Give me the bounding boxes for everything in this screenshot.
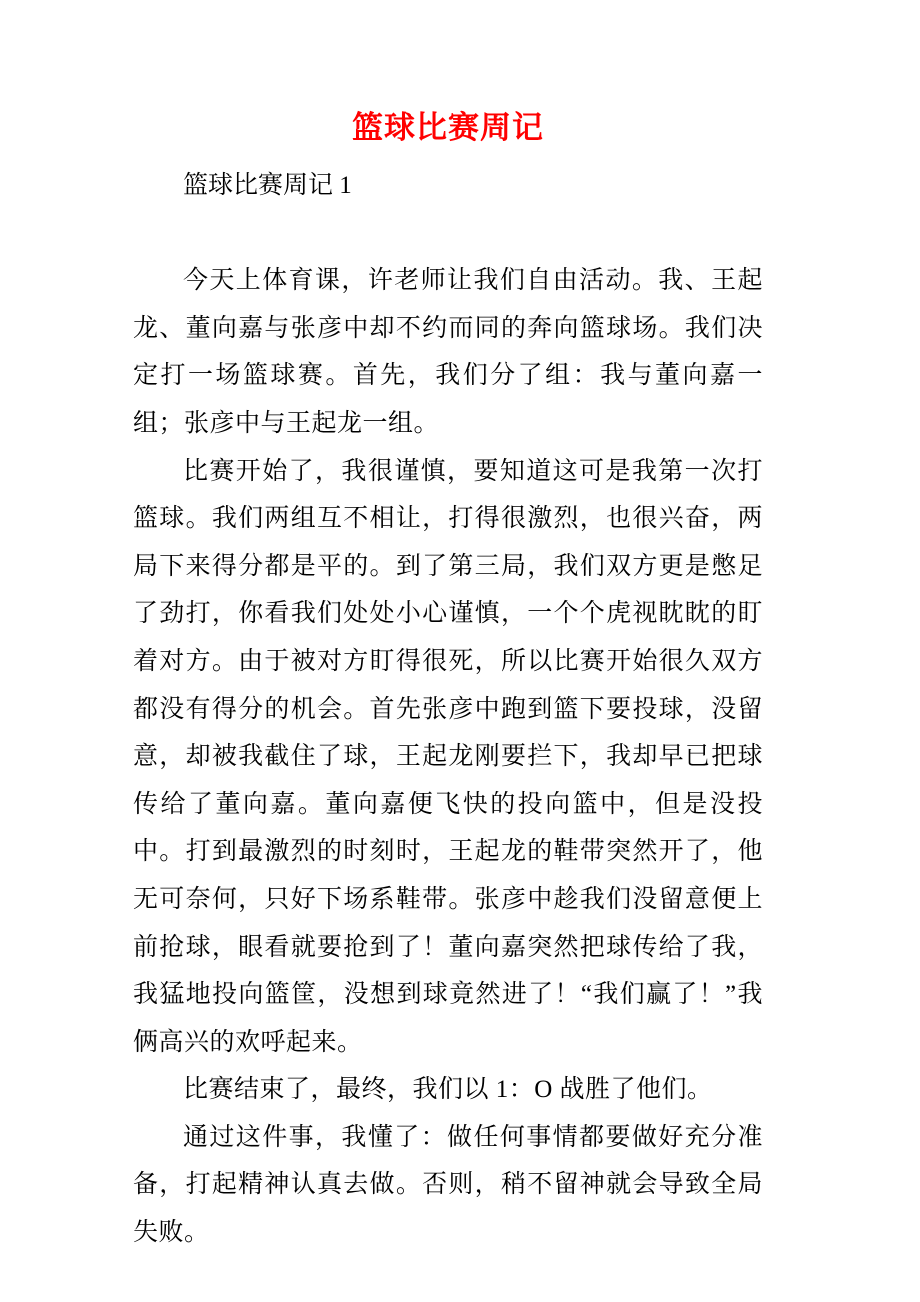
document-title: 篮球比赛周记 (352, 110, 544, 145)
blank-line-spacer (133, 210, 763, 258)
paragraph-2: 比赛开始了，我很谨慎，要知道这可是我第一次打篮球。我们两组互不相让，打得很激烈，也很兴奋，两局下来得分都是平的。到了第三局，我们双方更是憋足了劲打，你看我们处处小心谨慎，一个个虎视眈眈的盯着对方。由于被对方盯得很死，所以比赛开始很久双方都没有得分的机会。首先张彦中跑到篮下要投球，没留意，却被我截住了球，王起龙刚要拦下，我却早已把球传给了董向嘉。董向嘉便飞快的投向篮中，但是没投中。打到最激烈的时刻时，王起龙的鞋带突然开了，他无可奈何，只好下场系鞋带。张彦中趁我们没留意便上前抢球，眼看就要抢到了！董向嘉突然把球传给了我，我猛地投向篮筐，没想到球竟然进了！“我们赢了！”我俩高兴的欢呼起来。 (133, 457, 763, 1056)
document-subtitle: 篮球比赛周记 1 (183, 172, 352, 199)
paragraph-4: 通过这件事，我懂了：做任何事情都要做好充分准备，打起精神认真去做。否则，稍不留神就会导致全局失败。 (133, 1123, 763, 1247)
paragraph-3: 比赛结束了，最终，我们以 1：O 战胜了他们。 (183, 1076, 713, 1104)
paragraph-1: 今天上体育课，许老师让我们自由活动。我、王起龙、董向嘉与张彦中却不约而同的奔向篮球场。我们决定打一场篮球赛。首先，我们分了组：我与董向嘉一组；张彦中与王起龙一组。 (133, 267, 763, 437)
